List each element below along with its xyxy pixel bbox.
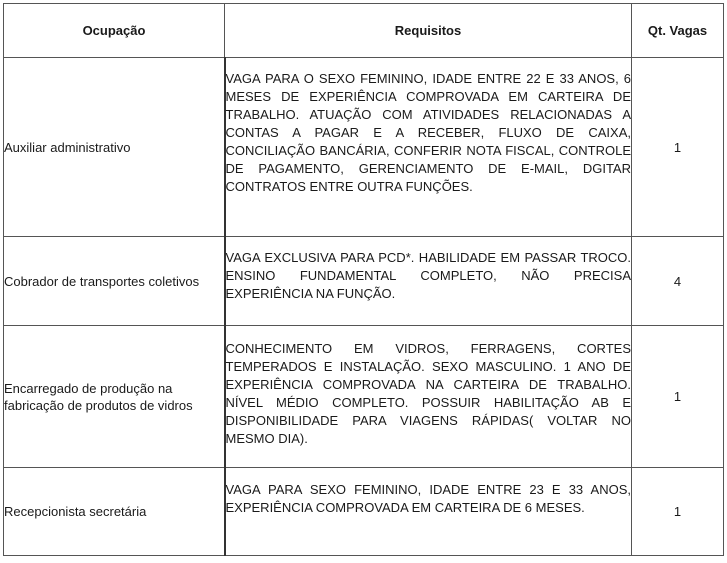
table-row [4, 237, 724, 326]
job-vacancies-table [3, 3, 724, 556]
requirements-text: VAGA PARA SEXO FEMININO, IDADE ENTRE 23 E 33 ANOS, EXPERIÊNCIA COMPROVADA EM CARTEIRA DE 6 MESES. [225, 482, 631, 515]
requirements-text: CONHECIMENTO EM VIDROS, FERRAGENS, CORTES TEMPERADOS E INSTALAÇÃO. SEXO MASCULINO. 1 ANO DE EXPERIÊNCIA COMPROVADA NA CARTEIRA DE TRABALHO. NÍVEL MÉDIO COMPLETO. POSSUIR HABILITAÇÃO AB E DISPONIBILIDADE PARA VIAGENS RÁPIDAS( VOLTAR NO MESMO DIA). [225, 341, 631, 446]
occupation-cell: Cobrador de transportes coletivos [4, 237, 225, 326]
requirements-cell [225, 468, 632, 556]
occupation-cell: Auxiliar administrativo [4, 58, 225, 237]
occupation-cell: Encarregado de produção na fabricação de produtos de vidros [4, 326, 225, 468]
header-ocupacao: Ocupação [4, 4, 225, 58]
header-requisitos: Requisitos [225, 4, 632, 58]
vacancies-cell: 1 [632, 58, 724, 237]
requirements-cell [225, 58, 632, 237]
table-row [4, 58, 724, 237]
vacancies-cell: 1 [632, 326, 724, 468]
header-qt-vagas: Qt. Vagas [632, 4, 724, 58]
vacancies-cell: 4 [632, 237, 724, 326]
requirements-cell [225, 237, 632, 326]
requirements-text: VAGA PARA O SEXO FEMININO, IDADE ENTRE 22 E 33 ANOS, 6 MESES DE EXPERIÊNCIA COMPROVADA EM CARTEIRA DE TRABALHO. ATUAÇÃO COM ATIVIDADES RELACIONADAS A CONTAS A PAGAR E A RECEBER, FLUXO DE CAIXA, CONCILIAÇÃO BANCÁRIA, CONFERIR NOTA FISCAL, CONTROLE DE PAGAMENTO, GERENCIAMENTO DE E-MAIL, DGITAR CONTRATOS ENTRE OUTRA FUNÇÕES. [225, 71, 631, 194]
header-row [4, 4, 724, 58]
occupation-cell: Recepcionista secretária [4, 468, 225, 556]
vacancies-cell: 1 [632, 468, 724, 556]
requirements-text: VAGA EXCLUSIVA PARA PCD*. HABILIDADE EM PASSAR TROCO. ENSINO FUNDAMENTAL COMPLETO, NÃO PRECISA EXPERIÊNCIA NA FUNÇÃO. [225, 250, 631, 301]
table-row [4, 326, 724, 468]
requirements-cell [225, 326, 632, 468]
table-row [4, 468, 724, 556]
